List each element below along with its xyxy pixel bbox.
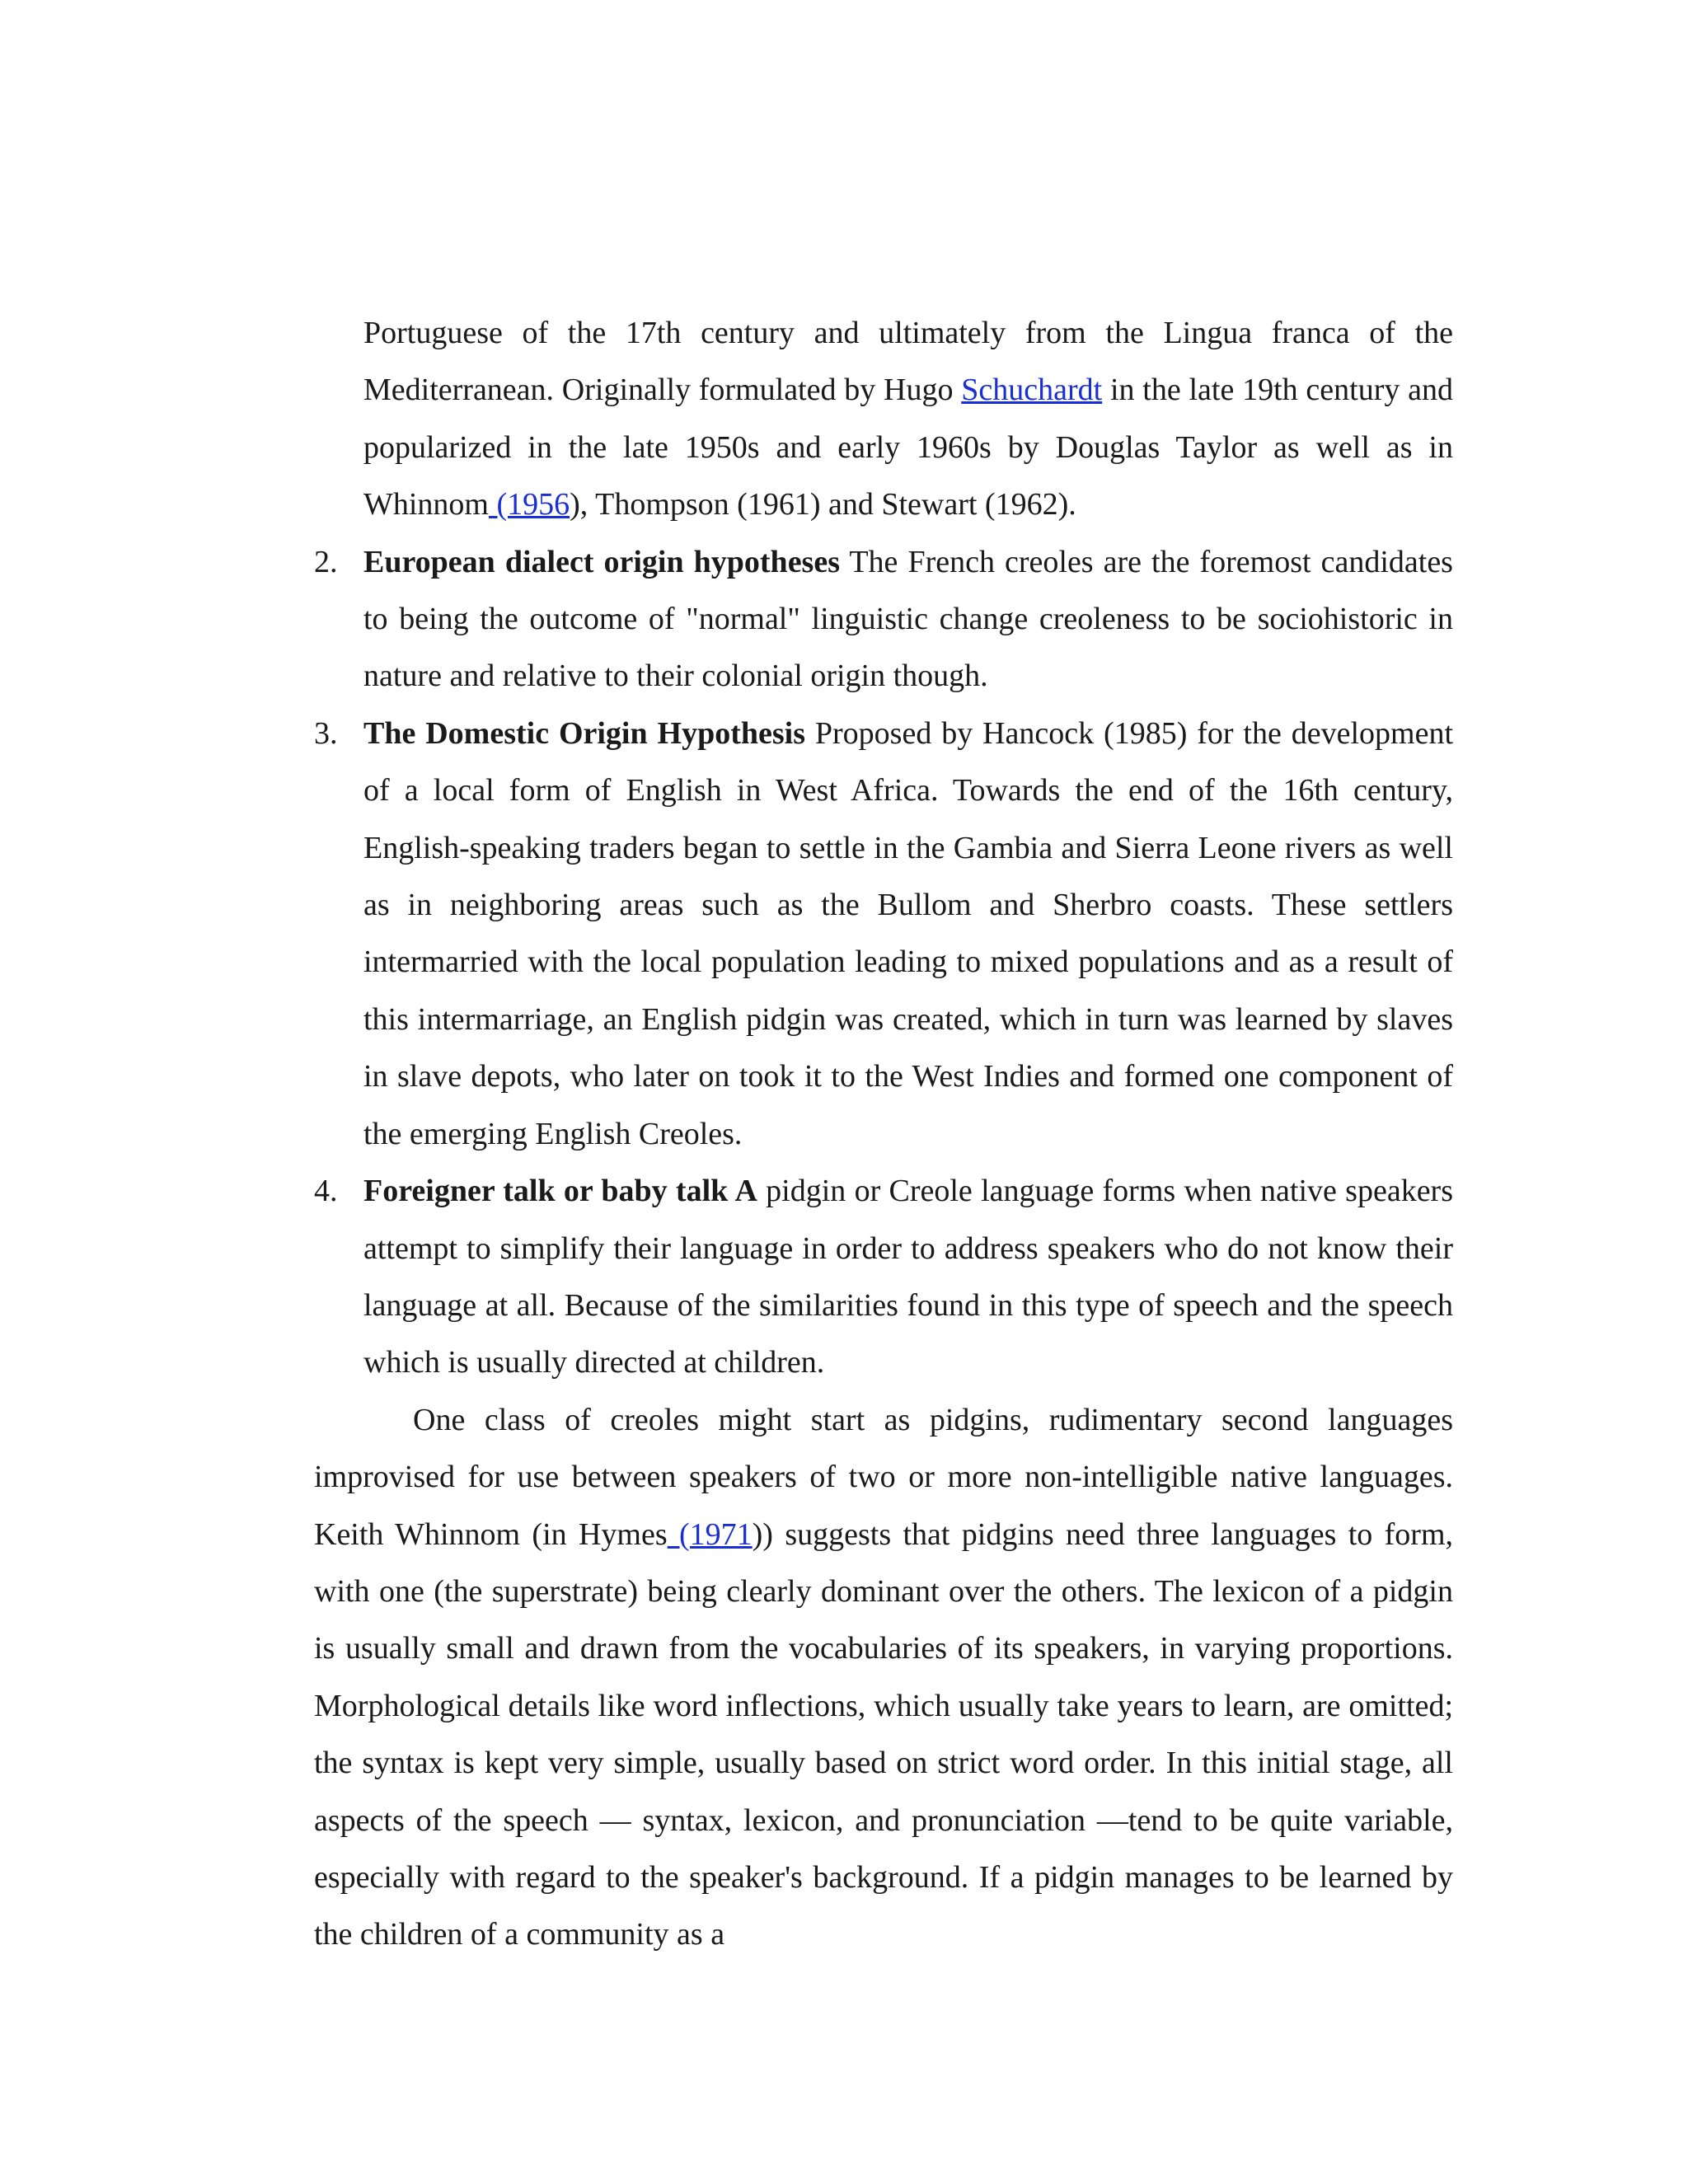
page-body [314,305,1453,1964]
link-schuchardt[interactable]: Schuchardt [961,373,1103,408]
continuation-text-1: Portuguese of the 17th century and ultimately from the Lingua franca of the Mediterranean. Originally formulated by Hugo [363,316,1453,408]
list-text: The French creoles are the foremost candidates to being the outcome of "normal" linguistic change creoleness to be sociohistoric in nature and relative to their colonial origin though. [363,544,1453,694]
list-item-european-dialect [314,534,1453,705]
list-item-continuation [314,305,1453,534]
link-1956[interactable]: (1956 [488,487,570,523]
body-paragraph [314,1392,1453,1964]
continuation-text-3: ), Thompson (1961) and Stewart (1962). [570,487,1076,523]
list-term: The Domestic Origin Hypothesis [363,715,805,751]
list-text: Proposed by Hancock (1985) for the development of a local form of English in West Africa. Towards the end of the 16th century, English-speaking traders began to settle in the Gambia and Sierra Leone rivers as well as in neighboring areas such as the Bullom and Sherbro coasts. These settlers intermarried with the local population leading to mixed populations and as a result of this intermarriage, an English pidgin was created, which in turn was learned by slaves in slave depots, who later on took it to the West Indies and formed one component of the emerging English Creoles. [363,715,1454,1151]
link-1971[interactable]: (1971 [667,1516,753,1552]
paragraph-text-2: )) suggests that pidgins need three languages to form, with one (the superstrate) being clearly dominant over the others. The lexicon of a pidgin is usually small and drawn from the vocabularies of its speakers, in varying proportions. Morphological details like word inflections, which usually take years to learn, are omitted; the syntax is kept very simple, usually based on strict word order. In this initial stage, all aspects of the speech — syntax, lexicon, and pronunciation —tend to be quite variable, especially with regard to the speaker's background. If a pidgin manages to be learned by the children of a community as a [314,1516,1453,1952]
list-number: 3. [314,715,338,751]
list-item-foreigner-talk [314,1163,1453,1392]
list-text: pidgin or Creole language forms when native speakers attempt to simplify their language in order to address speakers who do not know their language at all. Because of the similarities found in this type of speech and the speech which is usually directed at children. [363,1174,1453,1380]
paragraph-text-1: One class of creoles might start as pidgins, rudimentary second languages improvised for use between speakers of two or more non-intelligible native languages. Keith Whinnom (in Hymes [314,1402,1453,1552]
list-term: European dialect origin hypotheses [363,544,840,579]
list-item-domestic-origin [314,705,1453,1163]
continuation-text-2: in the late 19th century and popularized in the late 1950s and early 1960s by Douglas Taylor as well as in Whinnom [363,373,1453,523]
list-number: 4. [314,1174,338,1209]
list-term: Foreigner talk or baby talk A [363,1174,757,1209]
list-number: 2. [314,544,338,579]
